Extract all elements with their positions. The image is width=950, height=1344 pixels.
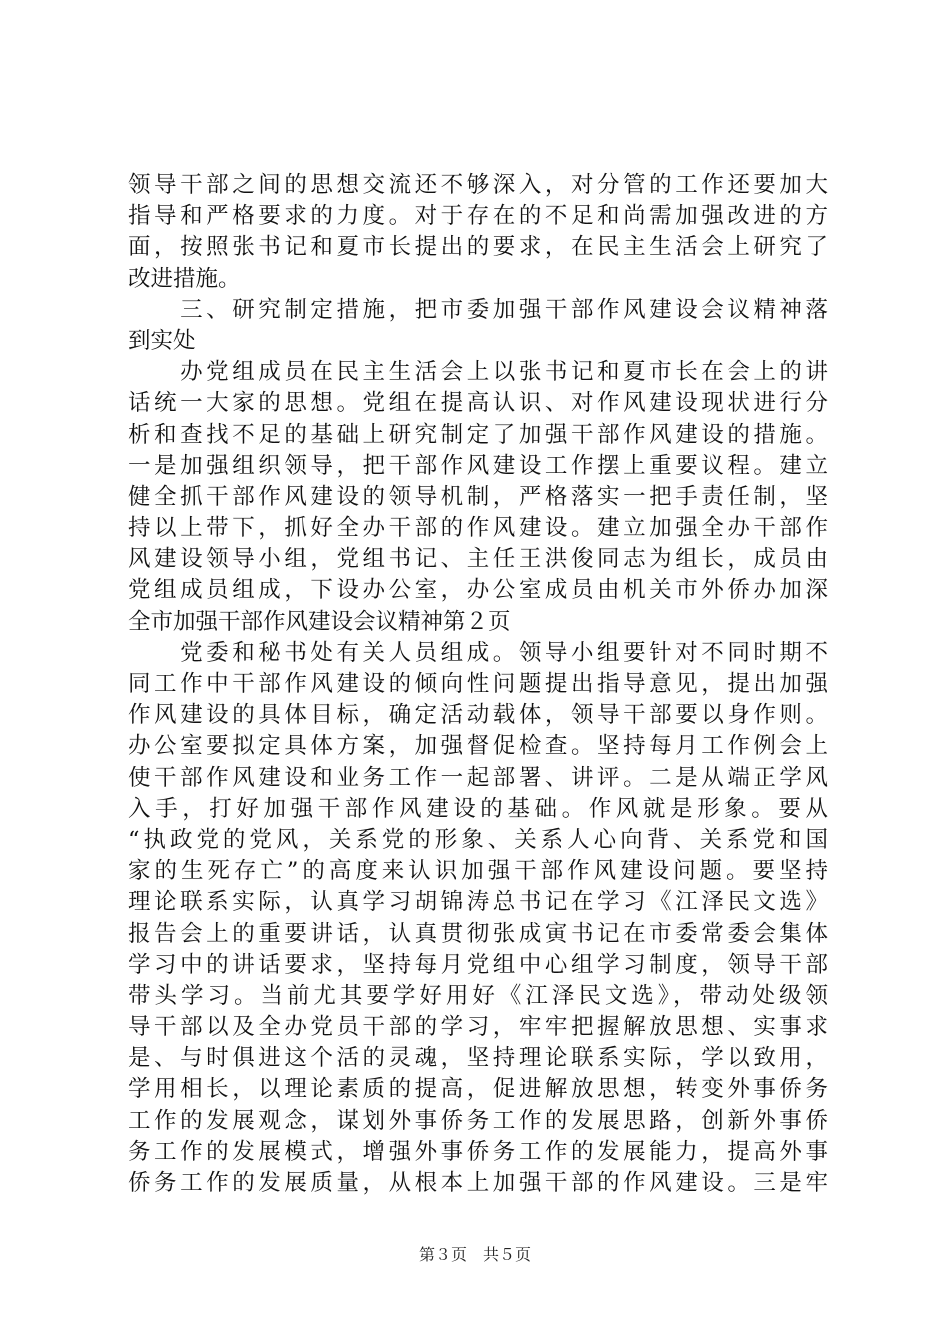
text-line: 学用相长，以理论素质的提高，促进解放思想，转变外事侨务 bbox=[128, 1076, 828, 1103]
text-line: 持以上带下，抓好全办干部的作风建设。建立加强全办干部作 bbox=[128, 515, 828, 542]
text-line: 办公室要拟定具体方案，加强督促检查。坚持每月工作例会上 bbox=[128, 733, 828, 760]
text-line: 领导干部之间的思想交流还不够深入，对分管的工作还要加大 bbox=[128, 172, 828, 198]
text-line: 同工作中干部作风建设的倾向性问题提出指导意见，提出加强 bbox=[128, 671, 828, 697]
text-line: 析和查找不足的基础上研究制定了加强干部作风建设的措施。 bbox=[128, 421, 828, 448]
text-line: 务工作的发展模式，增强外事侨务工作的发展能力，提高外事 bbox=[128, 1138, 828, 1165]
text-line: 话统一大家的思想。党组在提高认识、对作风建设现状进行分 bbox=[128, 390, 828, 417]
page-footer: 第３页 共５页 bbox=[418, 1245, 531, 1264]
text-line: 改进措施。 bbox=[128, 265, 241, 292]
text-line: 是、与时俱进这个活的灵魂，坚持理论联系实际，学以致用， bbox=[128, 1045, 828, 1072]
text-line: 工作的发展观念，谋划外事侨务工作的发展思路，创新外事侨 bbox=[128, 1107, 828, 1134]
text-line: 使干部作风建设和业务工作一起部署、讲评。二是从端正学风 bbox=[128, 764, 828, 791]
text-line: 带头学习。当前尤其要学好用好《江泽民文选》，带动处级领 bbox=[128, 982, 828, 1009]
text-line: 入手，打好加强干部作风建设的基础。作风就是形象。要从 bbox=[128, 795, 828, 822]
text-line: 侨务工作的发展质量，从根本上加强干部的作风建设。三是牢 bbox=[128, 1170, 828, 1196]
text-line: 报告会上的重要讲话，认真贯彻张成寅书记在市委常委会集体 bbox=[128, 920, 828, 947]
section-heading-line: 到实处 bbox=[128, 327, 196, 354]
section-heading-line: 三、研究制定措施，把市委加强干部作风建设会议精神落 bbox=[128, 296, 828, 323]
text-line: 健全抓干部作风建设的领导机制，严格落实一把手责任制，坚 bbox=[128, 483, 828, 510]
text-line: 学习中的讲话要求，坚持每月党组中心组学习制度，领导干部 bbox=[128, 951, 828, 978]
text-line: 党组成员组成，下设办公室，办公室成员由机关市外侨办加深 bbox=[128, 577, 828, 604]
text-line: 导干部以及全办党员干部的学习，牢牢把握解放思想、实事求 bbox=[128, 1014, 828, 1041]
text-line: 党委和秘书处有关人员组成。领导小组要针对不同时期不 bbox=[128, 639, 828, 666]
body-text bbox=[128, 170, 828, 1199]
text-line: 家的生死存亡”的高度来认识加强干部作风建设问题。要坚持 bbox=[128, 858, 828, 885]
text-line: 作风建设的具体目标，确定活动载体，领导干部要以身作则。 bbox=[128, 702, 828, 729]
text-line: 全市加强干部作风建设会议精神第２页 bbox=[128, 608, 511, 635]
text-line: 面，按照张书记和夏市长提出的要求，在民主生活会上研究了 bbox=[128, 234, 828, 261]
text-line: 指导和严格要求的力度。对于存在的不足和尚需加强改进的方 bbox=[128, 203, 828, 230]
text-line: 一是加强组织领导，把干部作风建设工作摆上重要议程。建立 bbox=[128, 452, 828, 479]
text-line: “执政党的党风，关系党的形象、关系人心向背、关系党和国 bbox=[128, 826, 828, 853]
text-line: 办党组成员在民主生活会上以张书记和夏市长在会上的讲 bbox=[128, 359, 828, 386]
text-line: 风建设领导小组，党组书记、主任王洪俊同志为组长，成员由 bbox=[128, 546, 828, 573]
text-line: 理论联系实际，认真学习胡锦涛总书记在学习《江泽民文选》 bbox=[128, 889, 828, 916]
